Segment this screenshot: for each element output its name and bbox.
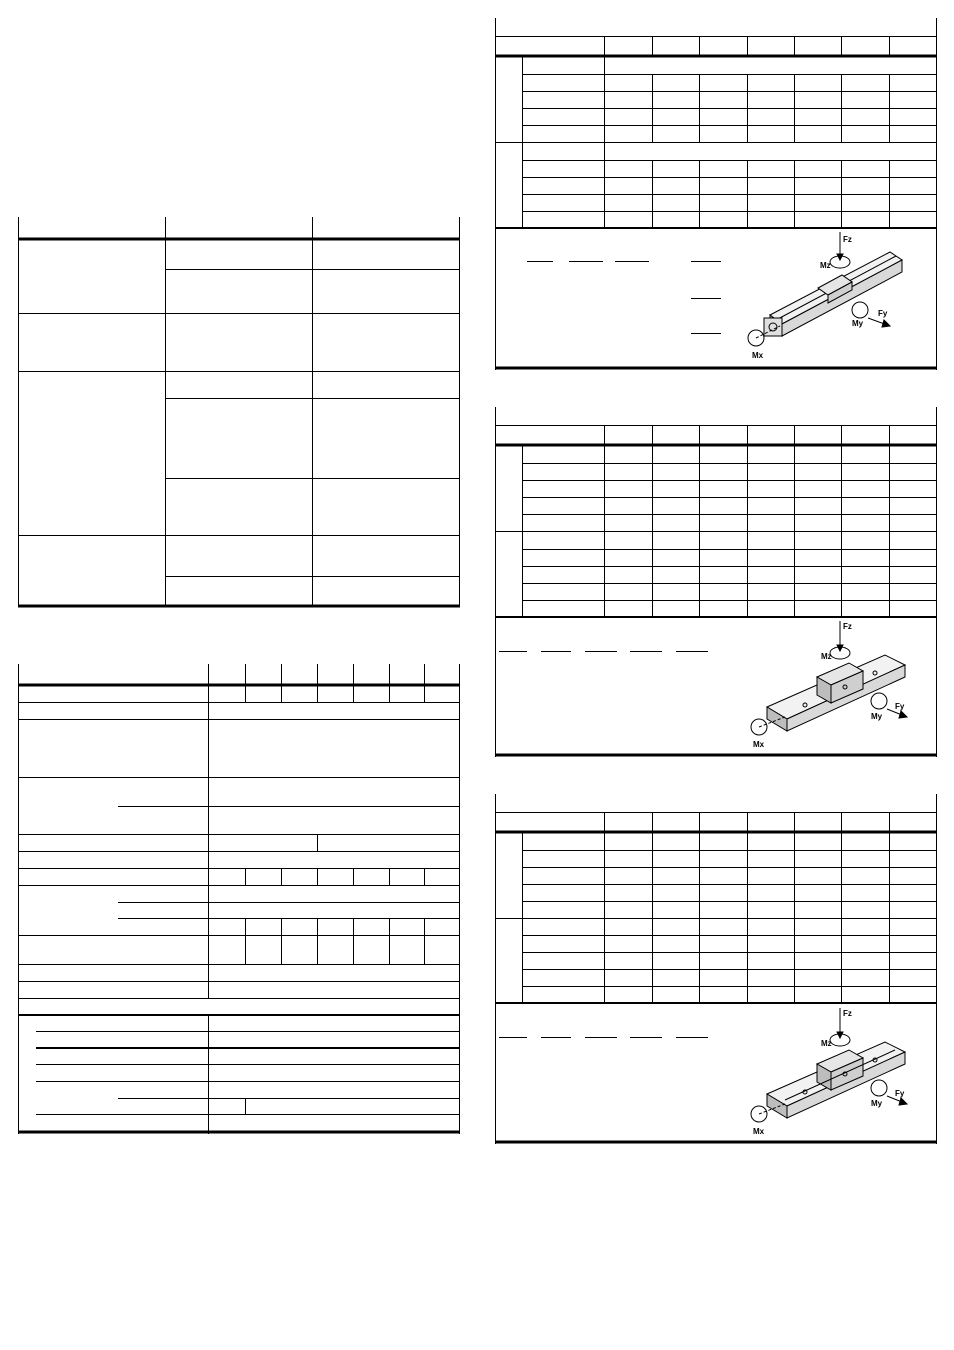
mz-label: Mz	[821, 1039, 832, 1048]
my-label: My	[871, 1099, 883, 1108]
mx-label: Mx	[753, 1127, 765, 1136]
mx-label: Mx	[752, 351, 764, 360]
fz-label: Fz	[843, 235, 852, 244]
mz-label: Mz	[820, 261, 831, 270]
my-label: My	[871, 712, 883, 721]
fy-label: Fy	[878, 309, 888, 318]
mz-label: Mz	[821, 652, 832, 661]
my-label: My	[852, 319, 864, 328]
left-upper-table	[18, 217, 460, 609]
fz-label: Fz	[843, 622, 852, 631]
fz-label: Fz	[843, 1009, 852, 1018]
axis-diagram-top	[740, 230, 920, 365]
mx-label: Mx	[753, 740, 765, 749]
fy-label: Fy	[895, 1089, 905, 1098]
fy-label: Fy	[895, 702, 905, 711]
left-lower-table	[18, 664, 460, 1138]
axis-diagram-mid	[745, 617, 925, 752]
axis-diagram-bot	[745, 1004, 925, 1139]
